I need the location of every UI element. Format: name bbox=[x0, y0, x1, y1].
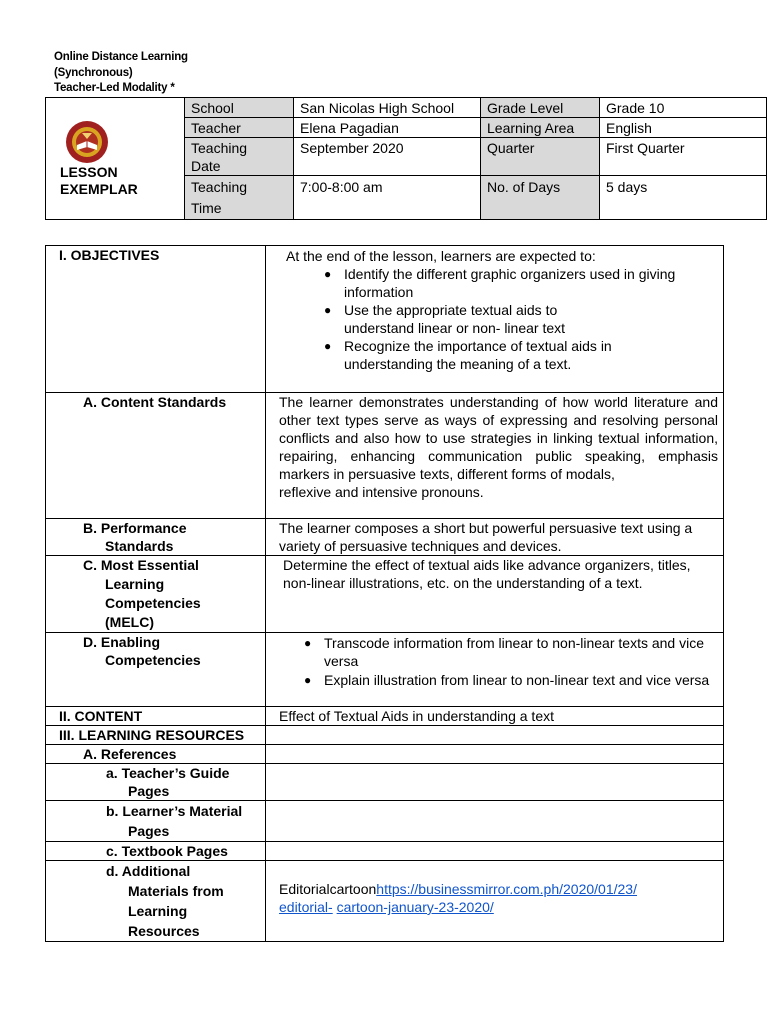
objectives-intro: At the end of the lesson, learners are expected to: bbox=[286, 248, 596, 264]
date-value: September 2020 bbox=[294, 138, 481, 176]
objectives-content bbox=[266, 246, 724, 393]
time-label: Teaching Time bbox=[185, 176, 294, 220]
list-item: ● Explain illustration from linear to non-linear text and vice versa bbox=[324, 670, 718, 690]
melc-row bbox=[46, 556, 724, 633]
content-standards-label: A. Content Standards bbox=[46, 393, 266, 519]
time-value: 7:00-8:00 am bbox=[294, 176, 481, 220]
area-label: Learning Area bbox=[481, 118, 600, 138]
textbook-row bbox=[46, 842, 724, 861]
days-value: 5 days bbox=[600, 176, 767, 220]
editorial-cartoon-link-end[interactable]: cartoon-january-23-2020/ bbox=[336, 899, 494, 915]
additional-row bbox=[46, 861, 724, 942]
content-text: Effect of Textual Aids in understanding a text bbox=[266, 707, 724, 726]
additional-content bbox=[266, 861, 724, 942]
heading-line-3: Teacher-Led Modality * bbox=[54, 82, 175, 94]
list-item: ● Identify the different graphic organizers used in giving information bbox=[344, 265, 718, 301]
learners-material-row bbox=[46, 801, 724, 842]
lesson-exemplar-title: LESSON EXEMPLAR bbox=[60, 164, 138, 197]
resources-empty bbox=[266, 726, 724, 745]
content-row bbox=[46, 707, 724, 726]
teachers-guide-row bbox=[46, 764, 724, 801]
heading-line-1: Online Distance Learning bbox=[54, 51, 188, 63]
teacher-value: Elena Pagadian bbox=[294, 118, 481, 138]
textbook-empty bbox=[266, 842, 724, 861]
logo-cell bbox=[46, 98, 185, 220]
performance-standards-row bbox=[46, 519, 724, 556]
school-label: School bbox=[185, 98, 294, 118]
objectives-list bbox=[279, 265, 718, 373]
document-heading bbox=[54, 50, 188, 97]
objectives-row bbox=[46, 246, 724, 393]
list-item: ● Use the appropriate textual aids to understand linear or non- linear text bbox=[344, 301, 718, 337]
lesson-plan-table bbox=[45, 245, 724, 942]
content-standards-text: The learner demonstrates understanding of how world literature and other text types serve as ways of expressing and resolving personal conflicts and also how to use strategies in linking textual information, repairing, enhancing communication public speaking, emphasis markers in persuasive texts, different forms of modals, reflexive and intensive pronouns. bbox=[266, 393, 724, 519]
header-info-table bbox=[45, 97, 767, 220]
grade-value: Grade 10 bbox=[600, 98, 767, 118]
editorial-cartoon-link[interactable]: https://businessmirror.com.ph/2020/01/23/ bbox=[376, 881, 637, 897]
content-standards-row bbox=[46, 393, 724, 519]
melc-text: Determine the effect of textual aids like advance organizers, titles, non-linear illustrations, etc. on the understanding of a text. bbox=[266, 556, 724, 633]
learners-material-label: b. Learner’s Material Pages bbox=[46, 801, 266, 842]
content-label: II. CONTENT bbox=[46, 707, 266, 726]
references-empty bbox=[266, 745, 724, 764]
melc-label: C. Most Essential Learning Competencies (MELC) bbox=[46, 556, 266, 633]
teachers-guide-label: a. Teacher’s Guide Pages bbox=[46, 764, 266, 801]
quarter-value: First Quarter bbox=[600, 138, 767, 176]
enabling-content bbox=[266, 633, 724, 707]
enabling-label: D. Enabling Competencies bbox=[46, 633, 266, 707]
heading-line-2: (Synchronous) bbox=[54, 66, 133, 79]
days-label: No. of Days bbox=[481, 176, 600, 220]
resources-label: III. LEARNING RESOURCES bbox=[46, 726, 266, 745]
grade-label: Grade Level bbox=[481, 98, 600, 118]
list-item: ● Recognize the importance of textual aids in understanding the meaning of a text. bbox=[344, 337, 718, 373]
references-row bbox=[46, 745, 724, 764]
editorial-cartoon-link-part[interactable]: editorial- bbox=[279, 899, 333, 915]
textbook-label: c. Textbook Pages bbox=[46, 842, 266, 861]
additional-prefix: Editorialcartoon bbox=[279, 881, 377, 897]
teacher-label: Teacher bbox=[185, 118, 294, 138]
objectives-label: I. OBJECTIVES bbox=[46, 246, 266, 393]
date-label: Teaching Date bbox=[185, 138, 294, 176]
list-item: ● Transcode information from linear to non-linear texts and vice versa bbox=[324, 634, 718, 670]
additional-label: d. Additional Materials from Learning Resources bbox=[46, 861, 266, 942]
quarter-label: Quarter bbox=[481, 138, 600, 176]
references-label: A. References bbox=[46, 745, 266, 764]
enabling-row bbox=[46, 633, 724, 707]
performance-standards-label: B. Performance Standards bbox=[46, 519, 266, 556]
school-seal-icon bbox=[65, 120, 109, 164]
teachers-guide-empty bbox=[266, 764, 724, 801]
learners-material-empty bbox=[266, 801, 724, 842]
enabling-list bbox=[266, 634, 718, 690]
area-value: English bbox=[600, 118, 767, 138]
performance-standards-text: The learner composes a short but powerful persuasive text using a variety of persuasive techniques and devices. bbox=[266, 519, 724, 556]
resources-row bbox=[46, 726, 724, 745]
school-value: San Nicolas High School bbox=[294, 98, 481, 118]
